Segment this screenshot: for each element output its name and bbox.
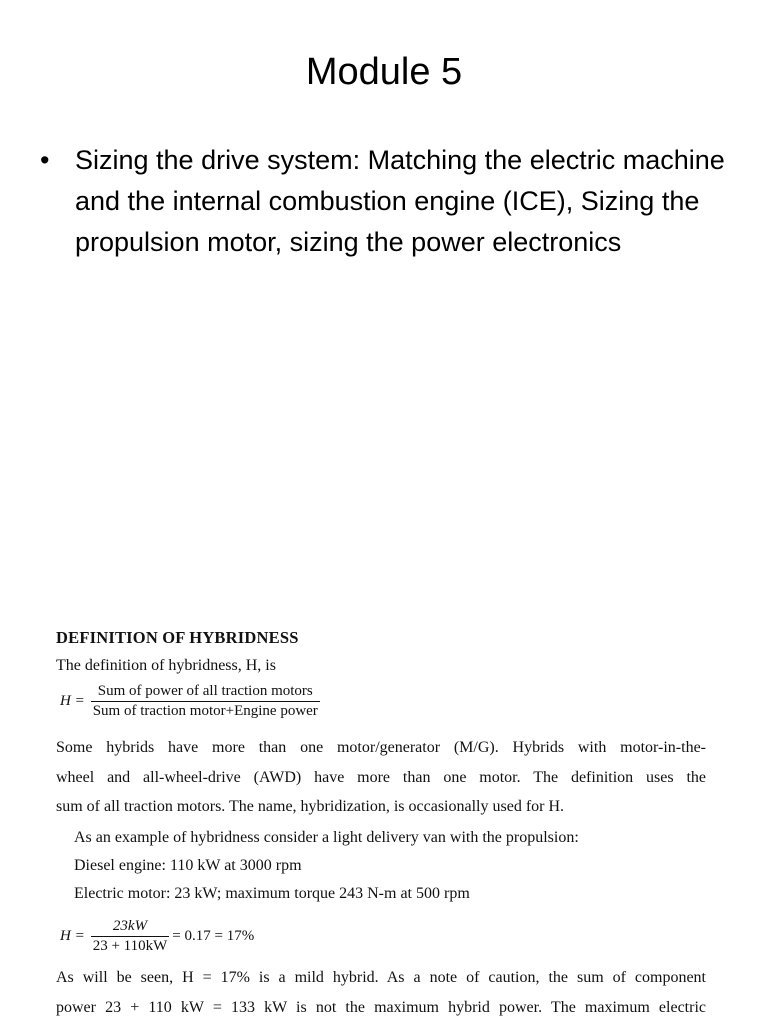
equation-lhs: H = <box>60 928 85 944</box>
example-line: As an example of hybridness consider a light delivery van with the propulsion: <box>74 829 579 846</box>
equation-denominator: Sum of traction motor+Engine power <box>92 703 318 719</box>
paragraph-line: power 23 + 110 kW = 133 kW is not the maximum hybrid power. The maximum electric <box>56 999 706 1016</box>
bullet-text: Sizing the drive system: Matching the electric machine and the internal combustion engine (ICE), Sizing the propulsion motor, sizing the power electronics <box>75 145 725 257</box>
paragraph-line: sum of all traction motors. The name, hybridization, is occasionally used for H. <box>56 798 565 815</box>
equation-result: = 0.17 = 17% <box>172 928 255 944</box>
example-line: Electric motor: 23 kW; maximum torque 243 N-m at 500 rpm <box>74 885 470 902</box>
bullet-icon: • <box>40 145 50 175</box>
paragraph-line: As will be seen, H = 17% is a mild hybrid. As a note of caution, the sum of component <box>56 969 706 986</box>
slide-title: Module 5 <box>305 51 463 93</box>
equation-denominator: 23 + 110kW <box>92 938 168 954</box>
bullet-item <box>40 140 730 263</box>
paragraph-line: wheel and all-wheel-drive (AWD) have more than one motor. The definition uses the <box>56 769 706 786</box>
hybridness-equation <box>60 682 320 721</box>
equation-numerator: 23kW <box>112 918 148 934</box>
example-line: Diesel engine: 110 kW at 3000 rpm <box>74 857 302 874</box>
equation-lhs: H = <box>60 693 85 709</box>
paragraph-line: Some hybrids have more than one motor/generator (M/G). Hybrids with motor-in-the- <box>56 739 706 756</box>
equation-numerator: Sum of power of all traction motors <box>97 683 313 699</box>
excerpt-heading: DEFINITION OF HYBRIDNESS <box>56 628 299 647</box>
example-equation <box>60 917 254 956</box>
excerpt-intro: The definition of hybridness, H, is <box>56 657 276 674</box>
